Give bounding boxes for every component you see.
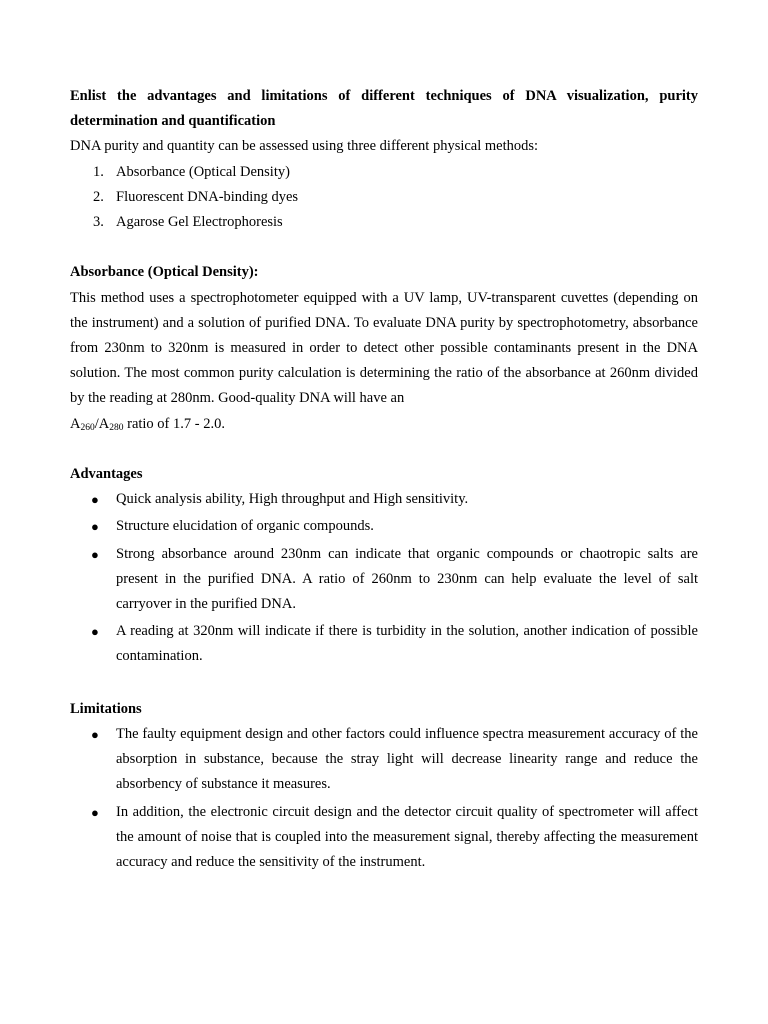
list-item [70, 619, 698, 669]
list-item [70, 800, 698, 876]
spacer [70, 437, 698, 462]
list-item [70, 487, 698, 512]
list-item-text: Strong absorbance around 230nm can indicate that organic compounds or chaotropic salts are present in the purified DNA. A ratio of 260nm to 230nm can help evaluate the level of salt carryover in the purified DNA. [116, 545, 698, 613]
list-item-text: Structure elucidation of organic compounds. [116, 518, 374, 535]
list-item [70, 210, 698, 235]
ratio-tail: ratio of 1.7 - 2.0. [123, 415, 225, 432]
list-number: 1. [93, 163, 104, 180]
advantages-heading: Advantages [70, 466, 143, 483]
list-item-label: Fluorescent DNA-binding dyes [116, 188, 299, 205]
spacer [70, 672, 698, 697]
list-item [70, 160, 698, 185]
list-item-label: Absorbance (Optical Density) [116, 163, 290, 180]
ratio-subscript-260: 260 [80, 422, 95, 433]
list-item [70, 185, 698, 210]
list-item [70, 722, 698, 798]
absorbance-heading: Absorbance (Optical Density): [70, 264, 259, 281]
list-item-text: A reading at 320nm will indicate if there is turbidity in the solution, another indication of possible contamination. [116, 623, 698, 665]
list-item [70, 514, 698, 539]
intro-text: DNA purity and quantity can be assessed using three different physical methods: [70, 138, 539, 155]
methods-list [70, 160, 698, 236]
list-item-label: Agarose Gel Electrophoresis [116, 214, 283, 231]
list-item [70, 542, 698, 618]
bullet-icon: ● [91, 624, 99, 640]
advantages-list [70, 487, 698, 669]
ratio-subscript-280: 280 [109, 422, 124, 433]
bullet-icon: ● [91, 492, 99, 508]
bullet-icon: ● [91, 519, 99, 535]
document-page [70, 84, 698, 877]
ratio-slash: /A [94, 415, 110, 432]
bullet-icon: ● [91, 804, 99, 820]
ratio-a-prefix: A [70, 415, 81, 432]
limitations-list [70, 722, 698, 875]
bullet-icon: ● [91, 546, 99, 562]
limitations-heading: Limitations [70, 700, 142, 717]
absorbance-text: This method uses a spectrophotometer equipped with a UV lamp, UV-transparent cuvettes (depending on the instrument) and a solution of purified DNA. To evaluate DNA purity by spectrophotometry, absorbance from 230nm to 320nm is measured in order to detect other possible contaminants present in the DNA solution. The most common purity calculation is determining the ratio of the absorbance at 260nm divided by the reading at 280nm. Good-quality DNA will have an [70, 289, 698, 407]
document-heading: Enlist the advantages and limitations of different techniques of DNA visualization, purity determination and quantification [70, 88, 698, 130]
list-number: 3. [93, 214, 104, 231]
list-item-text: In addition, the electronic circuit design and the detector circuit quality of spectrometer will affect the amount of noise that is coupled into the measurement signal, thereby affecting the measurement accuracy and reduce the sensitivity of the instrument. [116, 803, 698, 871]
list-item-text: Quick analysis ability, High throughput and High sensitivity. [116, 491, 469, 508]
absorbance-body [70, 286, 698, 437]
list-number: 2. [93, 188, 104, 205]
list-item-text: The faulty equipment design and other factors could influence spectra measurement accuracy of the absorption in substance, because the stray light will decrease linearity range and reduce the absorbency of substance it measures. [116, 726, 698, 793]
spacer [70, 235, 698, 260]
bullet-icon: ● [91, 727, 99, 743]
